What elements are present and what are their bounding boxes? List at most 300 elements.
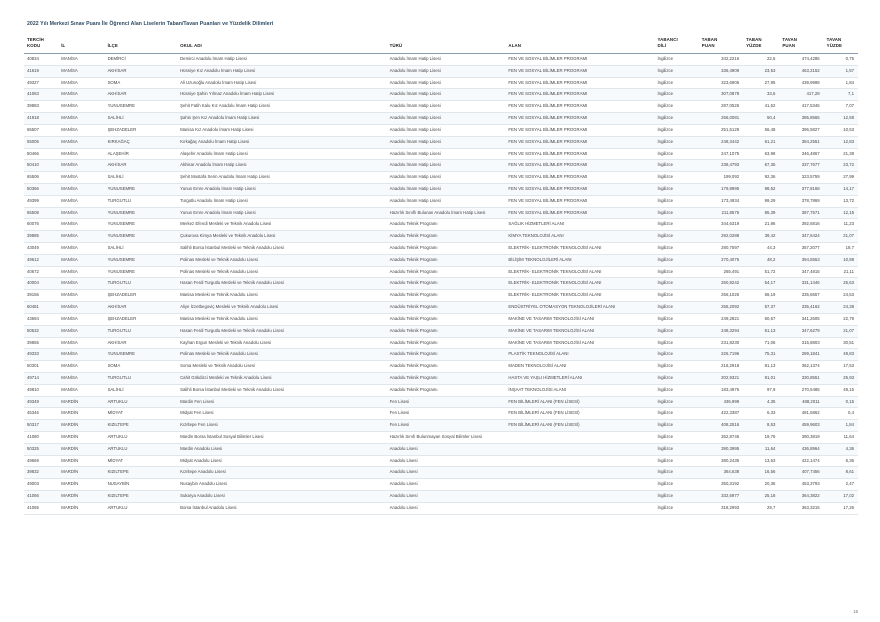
cell-kod: 49333 bbox=[24, 349, 58, 361]
cell-tavanpuan: 378,7869 bbox=[779, 195, 823, 207]
cell-il: MANİSA bbox=[58, 65, 104, 77]
cell-kod: 49810 bbox=[24, 384, 58, 396]
cell-alan: KİMYA TEKNOLOJİSİ ALANI bbox=[505, 231, 654, 243]
cell-alan: SAĞLIK HİZMETLERİ ALANI bbox=[505, 219, 654, 231]
cell-turu: Anadolu Teknik Programı bbox=[387, 361, 506, 373]
cell-tabanpuan: 251,5129 bbox=[699, 124, 743, 136]
cell-tavanyuzde: 8,61 bbox=[824, 467, 858, 479]
cell-il: MANİSA bbox=[58, 54, 104, 66]
cell-okul: Akhisar Anadolu İmam Hatip Lisesi bbox=[177, 160, 387, 172]
cell-il: MARDİN bbox=[58, 467, 104, 479]
cell-tavanyuzde: 18,7 bbox=[824, 243, 858, 255]
cell-okul: Salihli Borsa İstanbul Mesleki ve Teknik Anadolu Lisesi bbox=[177, 384, 387, 396]
column-header-alan: ALAN bbox=[505, 36, 654, 54]
cell-okul: Salihli Borsa İstanbul Mesleki ve Teknik Anadolu Lisesi bbox=[177, 243, 387, 255]
cell-tabanpuan: 332,6977 bbox=[699, 491, 743, 503]
cell-il: MARDİN bbox=[58, 502, 104, 514]
table-row bbox=[24, 183, 858, 195]
cell-kod: 39885 bbox=[24, 231, 58, 243]
cell-tabanpuan: 318,2993 bbox=[699, 502, 743, 514]
cell-dil: İngilizce bbox=[654, 302, 698, 314]
cell-alan: FEN VE SOSYAL BİLİMLER PROGRAMI bbox=[505, 113, 654, 125]
cell-alan: FEN VE SOSYAL BİLİMLER PROGRAMI bbox=[505, 207, 654, 219]
cell-dil: İngilizce bbox=[654, 89, 698, 101]
cell-tabanpuan: 307,0878 bbox=[699, 89, 743, 101]
cell-ilce: TURGUTLU bbox=[105, 195, 178, 207]
cell-tabanyuzde: 51,72 bbox=[743, 266, 779, 278]
cell-okul: Midyat Anadolu Lisesi bbox=[177, 455, 387, 467]
cell-tabanpuan: 344,6319 bbox=[699, 219, 743, 231]
cell-tavanyuzde: 21,11 bbox=[824, 266, 858, 278]
cell-kod: 41918 bbox=[24, 113, 58, 125]
cell-ilce: AKHİSAR bbox=[105, 302, 178, 314]
cell-tavanyuzde: 1,84 bbox=[824, 420, 858, 432]
cell-tavanyuzde: 2,47 bbox=[824, 479, 858, 491]
cell-dil: İngilizce bbox=[654, 443, 698, 455]
cell-kod: 49612 bbox=[24, 254, 58, 266]
table-row bbox=[24, 278, 858, 290]
cell-tabanyuzde: 91,01 bbox=[743, 372, 779, 384]
cell-alan: PLASTİK TEKNOLOJİSİ ALANI bbox=[505, 349, 654, 361]
cell-tabanyuzde: 23,53 bbox=[743, 65, 779, 77]
cell-tavanyuzde: 25,93 bbox=[824, 372, 858, 384]
cell-il: MARDİN bbox=[58, 479, 104, 491]
cell-tavanyuzde: 25,63 bbox=[824, 278, 858, 290]
cell-tabanyuzde: 4,35 bbox=[743, 396, 779, 408]
cell-dil: İngilizce bbox=[654, 455, 698, 467]
cell-tabanpuan: 248,3294 bbox=[699, 325, 743, 337]
cell-alan bbox=[505, 432, 654, 444]
cell-okul: Kırkağaç Anadolu İmam Hatip Lisesi bbox=[177, 136, 387, 148]
cell-tavanpuan: 335,4162 bbox=[779, 302, 823, 314]
cell-il: MANİSA bbox=[58, 278, 104, 290]
cell-turu: Fen Lisesi bbox=[387, 408, 506, 420]
cell-alan: FEN VE SOSYAL BİLİMLER PROGRAMI bbox=[505, 89, 654, 101]
cell-okul: Yunus Emre Anadolu İmam Hatip Lisesi bbox=[177, 183, 387, 195]
cell-ilce: ARTUKLU bbox=[105, 502, 178, 514]
cell-okul: Manisa Mesleki ve Teknik Anadolu Lisesi bbox=[177, 290, 387, 302]
cell-kod: 43049 bbox=[24, 243, 58, 255]
cell-okul: Merkez Efendi Mesleki ve Teknik Anadolu Lisesi bbox=[177, 219, 387, 231]
cell-tabanpuan: 408,2516 bbox=[699, 420, 743, 432]
cell-tabanyuzde: 54,17 bbox=[743, 278, 779, 290]
cell-alan: FEN VE SOSYAL BİLİMLER PROGRAMI bbox=[505, 124, 654, 136]
cell-tabanyuzde: 27,95 bbox=[743, 77, 779, 89]
cell-tavanyuzde: 4,36 bbox=[824, 443, 858, 455]
cell-tabanyuzde: 56,48 bbox=[743, 124, 779, 136]
cell-tavanyuzde: 1,84 bbox=[824, 77, 858, 89]
cell-dil: İngilizce bbox=[654, 172, 698, 184]
cell-ilce: ŞEHZADELER bbox=[105, 124, 178, 136]
cell-tabanyuzde: 25,18 bbox=[743, 491, 779, 503]
cell-alan: İNŞAAT TEKNOLOJİSİ ALANI bbox=[505, 384, 654, 396]
cell-il: MANİSA bbox=[58, 219, 104, 231]
cell-tabanpuan: 265,491 bbox=[699, 266, 743, 278]
cell-ilce: KIZILTEPE bbox=[105, 467, 178, 479]
cell-tavanpuan: 337,7677 bbox=[779, 160, 823, 172]
cell-tavanyuzde: 17,53 bbox=[824, 361, 858, 373]
cell-tavanpuan: 346,4867 bbox=[779, 148, 823, 160]
cell-turu: Anadolu İmam Hatip Lisesi bbox=[387, 160, 506, 172]
table-row bbox=[24, 54, 858, 66]
cell-alan bbox=[505, 479, 654, 491]
cell-alan: MAKİNE VE TASARIM TEKNOLOJİSİ ALANI bbox=[505, 337, 654, 349]
cell-turu: Anadolu Lisesi bbox=[387, 467, 506, 479]
cell-il: MANİSA bbox=[58, 101, 104, 113]
table-row bbox=[24, 467, 858, 479]
cell-il: MANİSA bbox=[58, 148, 104, 160]
cell-dil: İngilizce bbox=[654, 491, 698, 503]
cell-kod: 60076 bbox=[24, 219, 58, 231]
table-row bbox=[24, 420, 858, 432]
cell-alan: ENDÜSTRİYEL OTOMASYON TEKNOLOJİLERİ ALANI bbox=[505, 302, 654, 314]
cell-tabanyuzde: 81,13 bbox=[743, 361, 779, 373]
cell-alan: FEN BİLİMLERİ ALANI (FEN LİSESİ) bbox=[505, 408, 654, 420]
cell-okul: Şehit Fatih Kalu Kız Anadolu İmam Hatip Lisesi bbox=[177, 101, 387, 113]
cell-tabanyuzde: 85,39 bbox=[743, 207, 779, 219]
cell-okul: Çukurova Kimya Mesleki ve Teknik Anadolu Lisesi bbox=[177, 231, 387, 243]
cell-tabanpuan: 287,0526 bbox=[699, 101, 743, 113]
column-header-taban-puan: TABAN PUAN bbox=[699, 36, 743, 54]
cell-alan bbox=[505, 491, 654, 503]
cell-kod: 49327 bbox=[24, 77, 58, 89]
table-row bbox=[24, 491, 858, 503]
cell-alan: ELEKTRİK- ELEKTRONİK TEKNOLOJİSİ ALANI bbox=[505, 278, 654, 290]
cell-tavanyuzde: 6,36 bbox=[824, 455, 858, 467]
cell-kod: 40834 bbox=[24, 54, 58, 66]
table-row bbox=[24, 160, 858, 172]
cell-ilce: NUSAYBİN bbox=[105, 479, 178, 491]
cell-ilce: ŞEHZADELER bbox=[105, 290, 178, 302]
cell-okul: Turgutlu Anadolu İmam Hatip Lisesi bbox=[177, 195, 387, 207]
page-title: 2022 Yılı Merkezi Sınav Puanı İle Öğrenci Alan Liselerin Taban/Tavan Puanları ve Yüzdelik Dilimleri bbox=[27, 21, 274, 27]
cell-ilce: ŞEHZADELER bbox=[105, 313, 178, 325]
cell-turu: Anadolu Teknik Programı bbox=[387, 372, 506, 384]
cell-tabanyuzde: 29,7 bbox=[743, 502, 779, 514]
cell-il: MANİSA bbox=[58, 160, 104, 172]
cell-ilce: YUNUSEMRE bbox=[105, 231, 178, 243]
cell-tavanpuan: 439,9998 bbox=[779, 77, 823, 89]
cell-okul: Hüsniye Kız Anadolu İmam Hatip Lisesi bbox=[177, 65, 387, 77]
cell-okul: Hasan Ferdi Turgutlu Mesleki ve Teknik Anadolu Lisesi bbox=[177, 278, 387, 290]
cell-dil: İngilizce bbox=[654, 467, 698, 479]
cell-tabanpuan: 255,2092 bbox=[699, 302, 743, 314]
cell-alan: FEN BİLİMLERİ ALANI (FEN LİSESİ) bbox=[505, 420, 654, 432]
cell-dil: İngilizce bbox=[654, 384, 698, 396]
cell-tabanpuan: 183,4976 bbox=[699, 384, 743, 396]
table-row bbox=[24, 443, 858, 455]
cell-il: MANİSA bbox=[58, 89, 104, 101]
cell-ilce: KIRKAĞAÇ bbox=[105, 136, 178, 148]
cell-il: MANİSA bbox=[58, 136, 104, 148]
cell-turu: Anadolu İmam Hatip Lisesi bbox=[387, 65, 506, 77]
column-header-il: İL bbox=[58, 36, 104, 54]
cell-dil: İngilizce bbox=[654, 502, 698, 514]
cell-ilce: YUNUSEMRE bbox=[105, 183, 178, 195]
cell-okul: Yunus Emre Anadolu İmam Hatip Lisesi bbox=[177, 207, 387, 219]
cell-alan bbox=[505, 467, 654, 479]
cell-tavanpuan: 363,3215 bbox=[779, 502, 823, 514]
cell-alan: FEN VE SOSYAL BİLİMLER PROGRAMI bbox=[505, 172, 654, 184]
cell-dil: İngilizce bbox=[654, 65, 698, 77]
cell-turu: Anadolu Lisesi bbox=[387, 443, 506, 455]
cell-dil: İngilizce bbox=[654, 290, 698, 302]
cell-ilce: DEMİRCİ bbox=[105, 54, 178, 66]
cell-kod: 65507 bbox=[24, 124, 58, 136]
cell-kod: 49003 bbox=[24, 479, 58, 491]
cell-okul: Şehit Mustafa Serin Anadolu İmam Hatip Lisesi bbox=[177, 172, 387, 184]
cell-tabanpuan: 256,1026 bbox=[699, 290, 743, 302]
cell-tavanyuzde: 13,72 bbox=[824, 195, 858, 207]
cell-okul: Cahit Gökdizci Mesleki ve Teknik Anadolu Lisesi bbox=[177, 372, 387, 384]
column-header-yabanci-dili: YABANCI DİLİ bbox=[654, 36, 698, 54]
cell-tavanyuzde: 12,58 bbox=[824, 113, 858, 125]
table-row bbox=[24, 207, 858, 219]
cell-tabanpuan: 380,2435 bbox=[699, 455, 743, 467]
cell-tabanpuan: 260,9242 bbox=[699, 278, 743, 290]
cell-tavanyuzde: 11,23 bbox=[824, 219, 858, 231]
cell-tavanyuzde: 12,83 bbox=[824, 136, 858, 148]
table-row bbox=[24, 361, 858, 373]
cell-il: MANİSA bbox=[58, 361, 104, 373]
cell-turu: Anadolu İmam Hatip Lisesi bbox=[387, 77, 506, 89]
cell-kod: 40672 bbox=[24, 266, 58, 278]
cell-tabanyuzde: 71,06 bbox=[743, 337, 779, 349]
cell-tavanyuzde: 24,53 bbox=[824, 290, 858, 302]
cell-turu: Anadolu İmam Hatip Lisesi bbox=[387, 148, 506, 160]
cell-ilce: AKHİSAR bbox=[105, 65, 178, 77]
cell-alan: FEN VE SOSYAL BİLİMLER PROGRAMI bbox=[505, 65, 654, 77]
table-body bbox=[24, 54, 858, 515]
cell-tavanpuan: 417,28 bbox=[779, 89, 823, 101]
cell-tavanpuan: 341,2605 bbox=[779, 313, 823, 325]
cell-il: MANİSA bbox=[58, 195, 104, 207]
cell-tabanpuan: 249,2821 bbox=[699, 313, 743, 325]
cell-tavanpuan: 270,5485 bbox=[779, 384, 823, 396]
cell-tabanyuzde: 61,13 bbox=[743, 325, 779, 337]
cell-ilce: SALİHLİ bbox=[105, 384, 178, 396]
cell-okul: Polinas Mesleki ve Teknik Anadolu Lisesi bbox=[177, 254, 387, 266]
table-row bbox=[24, 302, 858, 314]
cell-tabanpuan: 280,7597 bbox=[699, 243, 743, 255]
cell-okul: Midyat Fen Lisesi bbox=[177, 408, 387, 420]
cell-kod: 60481 bbox=[24, 302, 58, 314]
cell-ilce: TURGUTLU bbox=[105, 325, 178, 337]
cell-alan: FEN VE SOSYAL BİLİMLER PROGRAMI bbox=[505, 136, 654, 148]
cell-turu: Anadolu İmam Hatip Lisesi bbox=[387, 54, 506, 66]
cell-ilce: MİDYAT bbox=[105, 408, 178, 420]
cell-tavanyuzde: 21,07 bbox=[824, 231, 858, 243]
cell-okul: Polinas Mesleki ve Teknik Anadolu Lisesi bbox=[177, 266, 387, 278]
cell-alan: FEN VE SOSYAL BİLİMLER PROGRAMI bbox=[505, 101, 654, 113]
cell-ilce: AKHİSAR bbox=[105, 89, 178, 101]
cell-tabanyuzde: 97,9 bbox=[743, 384, 779, 396]
cell-tavanyuzde: 10,53 bbox=[824, 124, 858, 136]
cell-tabanyuzde: 33,6 bbox=[743, 89, 779, 101]
cell-turu: Anadolu Lisesi bbox=[387, 491, 506, 503]
cell-tabanpuan: 323,6906 bbox=[699, 77, 743, 89]
table-header bbox=[24, 36, 858, 54]
cell-tabanpuan: 436,999 bbox=[699, 396, 743, 408]
cell-kod: 50410 bbox=[24, 160, 58, 172]
cell-tavanyuzde: 7,07 bbox=[824, 101, 858, 113]
page-number: 16 bbox=[853, 609, 858, 614]
cell-turu: Anadolu Teknik Programı bbox=[387, 349, 506, 361]
cell-ilce: YUNUSEMRE bbox=[105, 219, 178, 231]
cell-tavanpuan: 481,5862 bbox=[779, 408, 823, 420]
cell-tabanyuzde: 98,52 bbox=[743, 183, 779, 195]
cell-tabanyuzde: 8,53 bbox=[743, 420, 779, 432]
cell-kod: 50366 bbox=[24, 183, 58, 195]
cell-dil: İngilizce bbox=[654, 54, 698, 66]
cell-kod: 43694 bbox=[24, 313, 58, 325]
cell-dil: İngilizce bbox=[654, 278, 698, 290]
cell-okul: Mardin Fen Lisesi bbox=[177, 396, 387, 408]
cell-tavanyuzde: 17,02 bbox=[824, 491, 858, 503]
cell-ilce: AKHİSAR bbox=[105, 160, 178, 172]
cell-tavanpuan: 407,7456 bbox=[779, 467, 823, 479]
cell-tabanyuzde: 56,19 bbox=[743, 290, 779, 302]
table-row bbox=[24, 479, 858, 491]
cell-alan: HASTA VE YAŞLI HİZMETLERİ ALANI bbox=[505, 372, 654, 384]
cell-dil: İngilizce bbox=[654, 231, 698, 243]
cell-turu: Anadolu Lisesi bbox=[387, 455, 506, 467]
cell-il: MANİSA bbox=[58, 183, 104, 195]
cell-tavanpuan: 289,1841 bbox=[779, 349, 823, 361]
cell-ilce: MİDYAT bbox=[105, 455, 178, 467]
cell-il: MANİSA bbox=[58, 172, 104, 184]
cell-turu: Anadolu Teknik Programı bbox=[387, 302, 506, 314]
cell-tabanyuzde: 60,67 bbox=[743, 313, 779, 325]
table-row bbox=[24, 408, 858, 420]
table-row bbox=[24, 396, 858, 408]
table-row bbox=[24, 65, 858, 77]
cell-il: MARDİN bbox=[58, 491, 104, 503]
cell-tabanpuan: 226,7196 bbox=[699, 349, 743, 361]
column-header-tavan-yuzde: TAVAN YÜZDE bbox=[824, 36, 858, 54]
table-header-row bbox=[24, 36, 858, 54]
cell-turu: Anadolu Teknik Programı bbox=[387, 243, 506, 255]
cell-kod: 39883 bbox=[24, 101, 58, 113]
cell-tabanpuan: 238,4793 bbox=[699, 160, 743, 172]
cell-dil: İngilizce bbox=[654, 148, 698, 160]
cell-turu: Anadolu Lisesi bbox=[387, 479, 506, 491]
cell-tavanyuzde: 21,38 bbox=[824, 148, 858, 160]
cell-tabanyuzde: 48,2 bbox=[743, 254, 779, 266]
cell-okul: Ali Uzunoğlu Anadolu İmam Hatip Lisesi bbox=[177, 77, 387, 89]
cell-tavanpuan: 347,6424 bbox=[779, 231, 823, 243]
column-header-taban-yuzde: TABAN YÜZDE bbox=[743, 36, 779, 54]
cell-okul: Kızıltepe Fen Lisesi bbox=[177, 420, 387, 432]
cell-turu: Anadolu İmam Hatip Lisesi bbox=[387, 101, 506, 113]
cell-alan bbox=[505, 502, 654, 514]
cell-tabanpuan: 422,3387 bbox=[699, 408, 743, 420]
cell-ilce: AKHİSAR bbox=[105, 337, 178, 349]
cell-okul: Mardin Borsa İstanbul Sosyal Bilimler Lisesi bbox=[177, 432, 387, 444]
cell-alan: BİLİŞİM TEKNOLOJİLERİ ALANI bbox=[505, 254, 654, 266]
cell-ilce: YUNUSEMRE bbox=[105, 266, 178, 278]
table-row bbox=[24, 172, 858, 184]
table-row bbox=[24, 455, 858, 467]
cell-okul: Mardin Anadolu Lisesi bbox=[177, 443, 387, 455]
cell-ilce: ARTUKLU bbox=[105, 432, 178, 444]
cell-turu: Anadolu Teknik Programı bbox=[387, 313, 506, 325]
cell-tabanyuzde: 41,52 bbox=[743, 101, 779, 113]
table-row bbox=[24, 113, 858, 125]
cell-il: MANİSA bbox=[58, 325, 104, 337]
cell-tavanpuan: 364,3822 bbox=[779, 491, 823, 503]
cell-tavanpuan: 394,5553 bbox=[779, 254, 823, 266]
cell-okul: Şahin Şen Kız Anadolu İmam Hatip Lisesi bbox=[177, 113, 387, 125]
table-row bbox=[24, 337, 858, 349]
cell-tavanyuzde: 21,07 bbox=[824, 325, 858, 337]
cell-tavanpuan: 488,2011 bbox=[779, 396, 823, 408]
table-row bbox=[24, 502, 858, 514]
cell-tavanyuzde: 0,75 bbox=[824, 54, 858, 66]
column-header-turu: TÜRÜ bbox=[387, 36, 506, 54]
column-header-tavan-puan: TAVAN PUAN bbox=[779, 36, 823, 54]
cell-tabanpuan: 352,8746 bbox=[699, 432, 743, 444]
cell-tabanyuzde: 22,5 bbox=[743, 54, 779, 66]
cell-tavanyuzde: 23,72 bbox=[824, 160, 858, 172]
cell-tabanpuan: 292,0288 bbox=[699, 231, 743, 243]
cell-ilce: TURGUTLU bbox=[105, 372, 178, 384]
cell-tavanpuan: 387,7571 bbox=[779, 207, 823, 219]
cell-tabanpuan: 202,9321 bbox=[699, 372, 743, 384]
cell-tabanyuzde: 99,29 bbox=[743, 195, 779, 207]
cell-tabanyuzde: 92,36 bbox=[743, 172, 779, 184]
cell-turu: Anadolu Teknik Programı bbox=[387, 337, 506, 349]
cell-tavanyuzde: 49,83 bbox=[824, 349, 858, 361]
cell-il: MANİSA bbox=[58, 337, 104, 349]
cell-kod: 39156 bbox=[24, 290, 58, 302]
cell-tabanpuan: 231,8230 bbox=[699, 337, 743, 349]
cell-turu: Anadolu Teknik Programı bbox=[387, 219, 506, 231]
cell-tavanyuzde: 10,88 bbox=[824, 254, 858, 266]
cell-il: MARDİN bbox=[58, 420, 104, 432]
cell-tavanpuan: 347,4815 bbox=[779, 266, 823, 278]
cell-turu: Anadolu İmam Hatip Lisesi bbox=[387, 195, 506, 207]
cell-ilce: SALİHLİ bbox=[105, 172, 178, 184]
table-row bbox=[24, 290, 858, 302]
table-row bbox=[24, 219, 858, 231]
scores-table bbox=[24, 36, 858, 515]
cell-tavanpuan: 362,1374 bbox=[779, 361, 823, 373]
cell-tavanyuzde: 11,64 bbox=[824, 432, 858, 444]
cell-alan: FEN VE SOSYAL BİLİMLER PROGRAMI bbox=[505, 54, 654, 66]
cell-ilce: ARTUKLU bbox=[105, 443, 178, 455]
table-row bbox=[24, 101, 858, 113]
cell-turu: Hazırlık Sınıflı Bulunan Anadolu İmam Hatip Lisesi bbox=[387, 207, 506, 219]
cell-il: MARDİN bbox=[58, 455, 104, 467]
cell-dil: İngilizce bbox=[654, 77, 698, 89]
cell-kod: 50532 bbox=[24, 325, 58, 337]
cell-dil: İngilizce bbox=[654, 219, 698, 231]
table-row bbox=[24, 372, 858, 384]
cell-ilce: YUNUSEMRE bbox=[105, 254, 178, 266]
cell-tabanyuzde: 13,63 bbox=[743, 455, 779, 467]
cell-tavanpuan: 347,6279 bbox=[779, 325, 823, 337]
cell-okul: Aliye İzzetbegoviç Mesleki ve Teknik Anadolu Lisesi bbox=[177, 302, 387, 314]
cell-tavanpuan: 330,8551 bbox=[779, 372, 823, 384]
column-header-ilce: İLÇE bbox=[105, 36, 178, 54]
cell-kod: 45346 bbox=[24, 408, 58, 420]
cell-okul: Sukarya Anadolu Lisesi bbox=[177, 491, 387, 503]
cell-alan: FEN VE SOSYAL BİLİMLER PROGRAMI bbox=[505, 195, 654, 207]
cell-kod: 41080 bbox=[24, 432, 58, 444]
table-row bbox=[24, 231, 858, 243]
cell-turu: Anadolu Teknik Programı bbox=[387, 254, 506, 266]
